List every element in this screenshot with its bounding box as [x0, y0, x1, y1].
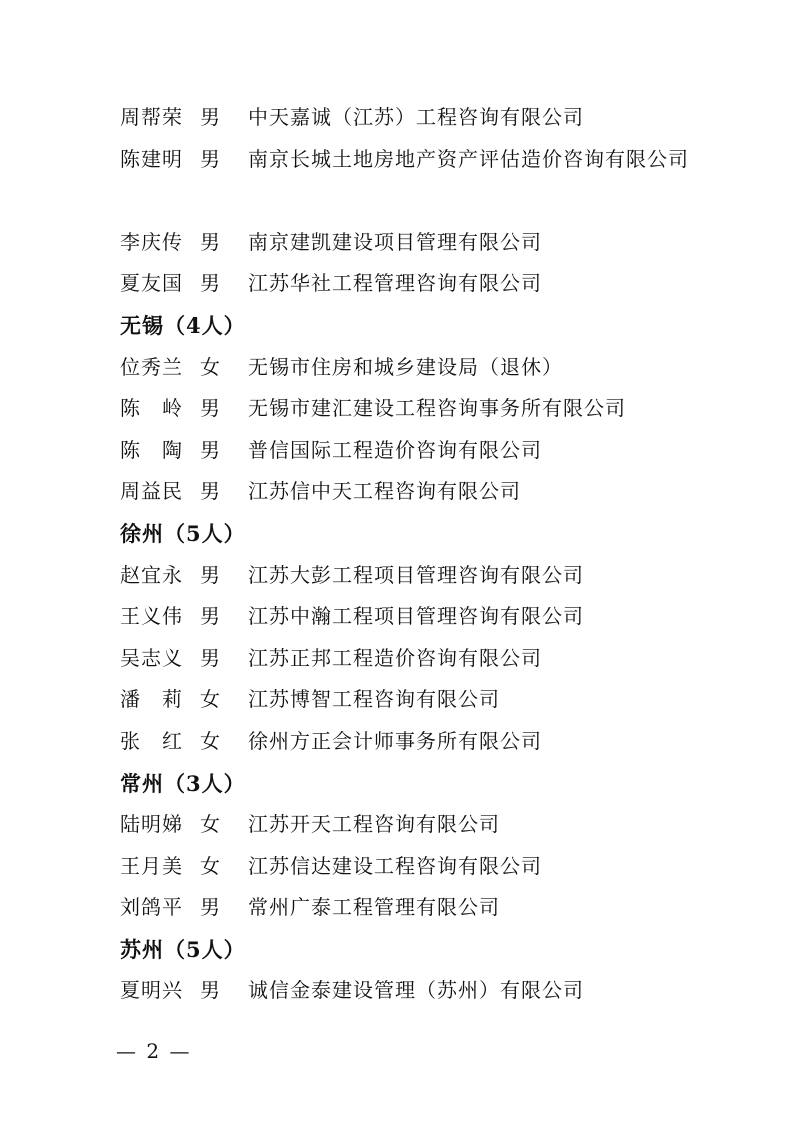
- person-name-char: 莉: [162, 687, 182, 712]
- person-row: [120, 430, 700, 472]
- person-row: [120, 679, 700, 721]
- person-name-char: 红: [162, 728, 182, 753]
- section-heading: 苏州（5人）: [120, 936, 246, 962]
- person-row: [120, 139, 700, 222]
- person-name: [120, 721, 182, 763]
- person-organization: 诚信金泰建设管理（苏州）有限公司: [248, 978, 584, 1003]
- section-heading: 无锡（4人）: [120, 312, 246, 338]
- person-organization: 江苏华社工程管理咨询有限公司: [248, 271, 542, 296]
- person-row: [120, 263, 700, 305]
- person-organization: 南京长城土地房地产资产评估造价咨询有限公司: [248, 146, 689, 171]
- person-organization: 徐州方正会计师事务所有限公司: [248, 728, 542, 753]
- person-name-char: 张: [120, 728, 140, 753]
- person-row: [120, 222, 700, 264]
- person-organization: 南京建凯建设项目管理有限公司: [248, 229, 542, 254]
- person-gender: 男: [200, 396, 221, 421]
- person-name: 周益民: [120, 479, 183, 504]
- person-gender: 男: [200, 105, 221, 129]
- person-row: [120, 887, 700, 929]
- person-row: [120, 596, 700, 638]
- person-name: 吴志义: [120, 645, 183, 670]
- personnel-list: [120, 97, 700, 1012]
- person-organization: 江苏中瀚工程项目管理咨询有限公司: [248, 604, 584, 629]
- page-number: — 2 —: [116, 1039, 192, 1063]
- person-gender: 男: [200, 562, 221, 587]
- person-name: 位秀兰: [120, 354, 183, 379]
- person-row: [120, 347, 700, 389]
- person-organization: 中天嘉诚（江苏）工程咨询有限公司: [248, 105, 584, 129]
- person-name-char: 陶: [162, 437, 182, 462]
- section-heading: 徐州（5人）: [120, 520, 246, 546]
- person-row: [120, 804, 700, 846]
- person-name-char: 陈: [120, 437, 140, 462]
- person-name: [120, 388, 182, 430]
- section-heading: 常州（3人）: [120, 770, 246, 796]
- person-name: 王义伟: [120, 604, 183, 629]
- person-organization: 无锡市建汇建设工程咨询事务所有限公司: [248, 396, 626, 421]
- person-row: [120, 970, 700, 1012]
- person-row: [120, 388, 700, 430]
- person-organization: 江苏信中天工程咨询有限公司: [248, 479, 521, 504]
- person-row: [120, 846, 700, 888]
- person-gender: 女: [200, 687, 221, 712]
- person-row: [120, 555, 700, 597]
- person-gender: 女: [200, 354, 221, 379]
- person-row: [120, 97, 700, 139]
- person-name: [120, 679, 182, 721]
- person-name-char: 陈: [120, 396, 140, 421]
- person-name: 夏友国: [120, 271, 183, 296]
- person-name-char: 岭: [162, 396, 182, 421]
- person-row: [120, 721, 700, 763]
- person-organization: 无锡市住房和城乡建设局（退休）: [248, 354, 563, 379]
- person-name-char: 潘: [120, 687, 140, 712]
- person-organization: 江苏正邦工程造价咨询有限公司: [248, 645, 542, 670]
- person-gender: 男: [200, 895, 221, 920]
- person-organization: 江苏博智工程咨询有限公司: [248, 687, 500, 712]
- person-gender: 女: [200, 728, 221, 753]
- person-organization: 江苏大彭工程项目管理咨询有限公司: [248, 562, 584, 587]
- person-organization: 江苏开天工程咨询有限公司: [248, 812, 500, 837]
- person-name: 王月美: [120, 853, 183, 878]
- person-name: 周帮荣: [120, 105, 183, 129]
- person-name: 李庆传: [120, 229, 183, 254]
- person-row: [120, 638, 700, 680]
- person-row: [120, 471, 700, 513]
- person-name: 陈建明: [120, 146, 183, 171]
- person-gender: 男: [200, 479, 221, 504]
- person-gender: 女: [200, 853, 221, 878]
- person-organization: 常州广泰工程管理有限公司: [248, 895, 500, 920]
- person-name: [120, 430, 182, 472]
- person-gender: 男: [200, 978, 221, 1003]
- person-gender: 男: [200, 645, 221, 670]
- person-organization: 江苏信达建设工程咨询有限公司: [248, 853, 542, 878]
- person-name: 刘鸽平: [120, 895, 183, 920]
- person-gender: 女: [200, 812, 221, 837]
- person-gender: 男: [200, 604, 221, 629]
- person-name: 夏明兴: [120, 978, 183, 1003]
- person-name: 陆明娣: [120, 812, 183, 837]
- person-name: 赵宜永: [120, 562, 183, 587]
- person-gender: 男: [200, 271, 221, 296]
- person-gender: 男: [200, 437, 221, 462]
- person-gender: 男: [200, 146, 221, 171]
- person-gender: 男: [200, 229, 221, 254]
- person-organization: 普信国际工程造价咨询有限公司: [248, 437, 542, 462]
